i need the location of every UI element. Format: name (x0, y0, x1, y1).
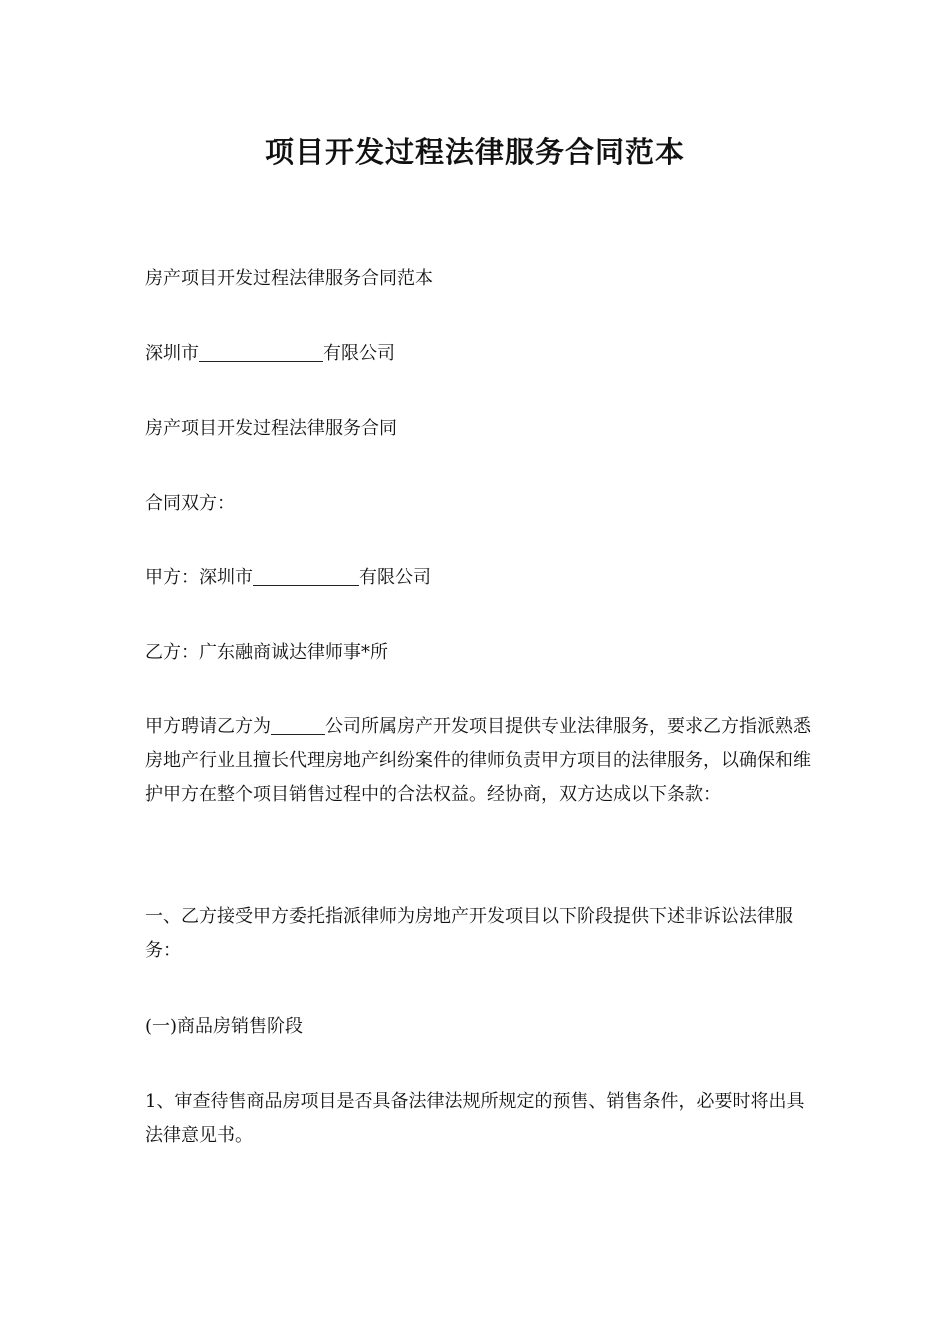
party-a-suffix: 有限公司 (359, 567, 431, 588)
party-a-paragraph (145, 561, 817, 595)
intro-prefix: 甲方聘请乙方为 (145, 716, 271, 737)
contract-name-paragraph: 房产项目开发过程法律服务合同 (145, 418, 397, 439)
intro-company-blank (271, 714, 325, 735)
subtitle-paragraph: 房产项目开发过程法律服务合同范本 (145, 268, 433, 289)
intro-paragraph (145, 710, 817, 812)
clause-1-paragraph: 一、乙方接受甲方委托指派律师为房地产开发项目以下阶段提供下述非诉讼法律服务： (145, 906, 793, 961)
company-line-paragraph (145, 337, 817, 371)
company-line-prefix: 深圳市 (145, 343, 199, 364)
item-1-paragraph: 1、审查待售商品房项目是否具备法律法规所规定的预售、销售条件，必要时将出具法律意见书。 (145, 1091, 805, 1146)
company-line-suffix: 有限公司 (323, 343, 395, 364)
party-a-name-blank (253, 565, 359, 586)
section-1-heading: (一)商品房销售阶段 (145, 1016, 304, 1037)
parties-heading: 合同双方： (145, 493, 235, 514)
party-a-prefix: 甲方：深圳市 (145, 567, 253, 588)
party-b-paragraph: 乙方：广东融商诚达律师事*所 (145, 642, 388, 663)
company-name-blank (199, 341, 323, 362)
intro-rest: 公司所属房产开发项目提供专业法律服务，要求乙方指派熟悉房地产行业且擅长代理房地产纠纷案件的律师负责甲方项目的法律服务，以确保和维护甲方在整个项目销售过程中的合法权益。经协商，双方达成以下条款： (145, 716, 811, 805)
document-title: 项目开发过程法律服务合同范本 (264, 135, 685, 169)
